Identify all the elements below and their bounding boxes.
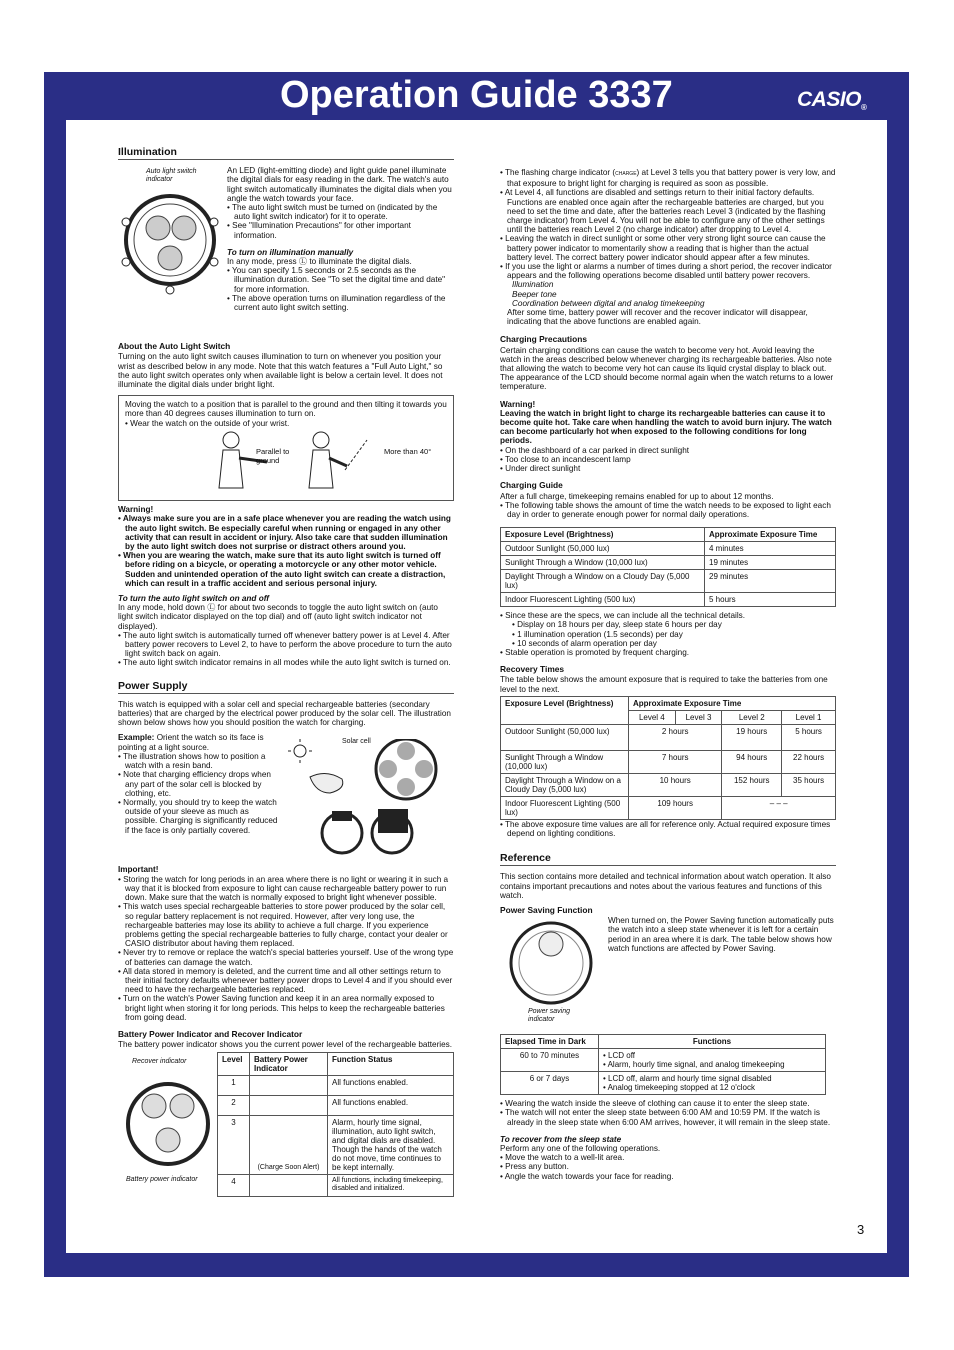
illumination-intro-block — [118, 166, 454, 336]
toggle-heading: To turn the auto light switch on and off — [118, 594, 269, 604]
warning-bullet: • Always make sure you are in a safe place whenever you are reading the watch using the auto light switch. Be especially careful when running or engaged in any other activity that can result in accident or injury. Also take care that sudden illumination by the auto light switch does not surprise or distract others around you. — [118, 514, 454, 551]
cp-bullet: • Under direct sunlight — [500, 464, 836, 473]
auto-light-label: Auto light switch indicator — [146, 168, 197, 184]
warning-heading: Warning! — [118, 505, 154, 515]
illumination-bullet: • The auto light switch must be turned on (indicated by the auto light switch indicator) for it to operate. — [227, 203, 454, 221]
cp-bullet: • Too close to an incandescent lamp — [500, 455, 836, 464]
level-header: Level 1 — [782, 710, 836, 724]
important-bullet: • All data stored in memory is deleted, and the current time and all other settings return to their initial factory defaults whenever battery power drops to Level 4 and if you should ever need to have the rechargeable batteries replaced. — [118, 967, 454, 995]
table-cell: – – – — [722, 796, 836, 819]
status-cell: All functions, including timekeeping, disabled and initialized. — [328, 1175, 454, 1197]
table-cell: Outdoor Sunlight (50,000 lux) — [501, 542, 705, 556]
table-row — [501, 724, 836, 750]
table-row — [501, 796, 836, 819]
battery-watch-icon — [122, 1072, 214, 1172]
recover-sleep-bullet: • Press any button. — [500, 1162, 836, 1171]
table-cell: Sunlight Through a Window (10,000 lux) — [501, 556, 705, 570]
recover-item: Coordination between digital and analog timekeeping — [512, 298, 705, 308]
table-cell — [599, 1072, 826, 1095]
table-row — [218, 1076, 454, 1096]
recover-sleep-bullet: • Move the watch to a well-lit area. — [500, 1153, 836, 1162]
exposure-table — [500, 527, 836, 607]
recovery-note-bullet: • The above exposure time values are all for reference only. Actual required exposure times depend on lighting conditions. — [500, 820, 836, 838]
table-row — [218, 1175, 454, 1197]
recover-sleep-heading: To recover from the sleep state — [500, 1134, 622, 1144]
recover-item: Illumination — [512, 280, 554, 290]
table-header: Level — [218, 1053, 250, 1076]
table-cell: Indoor Fluorescent Lighting (500 lux) — [501, 796, 629, 819]
manual-bullet: • The above operation turns on illumination regardless of the current auto light switch setting. — [227, 294, 454, 312]
right-bullet: • Leaving the watch in direct sunlight or some other very strong light source can cause the battery power indicator to momentarily show a reading that is higher than the actual battery level. The correct battery power indicator should appear after a few minutes. — [500, 234, 836, 262]
charge-indicator-icon: CHARGE — [615, 171, 637, 177]
charge-indicator-bullet — [500, 168, 836, 188]
table-cell: 22 hours — [782, 750, 836, 773]
table-cell: Indoor Fluorescent Lighting (500 lux) — [501, 593, 705, 607]
power-saving-text: When turned on, the Power Saving function automatically puts the watch into a sleep state whenever it is left for a certain period in an area where it is dark. The table below shows how watch functions are affected by Power Saving. — [608, 916, 834, 953]
specs-sub-bullet: • Display on 18 hours per day, sleep state 6 hours per day — [512, 620, 836, 629]
table-header: Elapsed Time in Dark — [501, 1035, 599, 1049]
illumination-bullet: • See "Illumination Precautions" for other important information. — [227, 221, 454, 239]
table-cell: 152 hours — [722, 773, 782, 796]
recover-item: Beeper tone — [512, 289, 557, 299]
cp-warning-text: Leaving the watch in bright light to charge its rechargeable batteries can cause it to become quite hot. Take care when handling the watch to avoid burn injury. The watch can become particularly hot when exposed to the following conditions for long periods. — [500, 408, 832, 446]
table-cell: 7 hours — [629, 750, 722, 773]
more-than-label: More than 40° — [384, 447, 432, 457]
solar-charging-figure — [286, 739, 454, 857]
bpi-text: The battery power indicator shows you the current power level of the rechargeable batteries. — [118, 1040, 453, 1050]
charging-precautions-text: Certain charging conditions can cause the watch to become very hot. Avoid leaving the watch in the areas described below whenever charging its rechargeable batteries. Also note that allowing the watch to become very hot can cause its liquid crystal display to black out. The appearance of the LCD should become normal again when the watch returns to a lower temperature. — [500, 345, 834, 392]
manual-illumination-text: In any mode, press Ⓛ to illuminate the digital dials. — [227, 257, 412, 267]
table-header: Exposure Level (Brightness) — [501, 528, 705, 542]
table-cell: Outdoor Sunlight (50,000 lux) — [501, 724, 629, 750]
table-cell: Daylight Through a Window on a Cloudy Day (5,000 lux) — [501, 570, 705, 593]
solar-cell-label: Solar cell — [342, 738, 371, 746]
page-number: 3 — [857, 1222, 865, 1237]
recover-sleep-text: Perform any one of the following operations. — [500, 1143, 661, 1153]
table-cell: 4 minutes — [705, 542, 836, 556]
table-row — [501, 570, 836, 593]
status-cell: Alarm, hourly time signal, illumination, auto light switch, and digital dials are disabled. Though the hands of the watch do not move, time continues to be kept internally. — [328, 1116, 454, 1175]
table-row — [501, 773, 836, 796]
flash-text-b: ) at Level 3 tells you that battery power is very low, and that exposure to bright light for charging is required as soon as possible. — [507, 168, 836, 189]
table-header: Approximate Exposure Time — [629, 696, 836, 710]
charging-guide-text: After a full charge, timekeeping remains enabled for up to about 12 months. — [500, 491, 774, 501]
reference-text: This section contains more detailed and technical information about watch operation. It also contains important precautions and notes about the various features and functions of this watch. — [500, 872, 831, 900]
table-row — [501, 556, 836, 570]
level-header: Level 3 — [675, 710, 722, 724]
casio-logo — [797, 88, 866, 112]
important-bullet: • Turn on the watch's Power Saving function and keep it in an area normally exposed to bright light when storing it for long periods. This helps to keep the rechargeable batteries from going dead. — [118, 994, 454, 1022]
sleep-func: • LCD off — [603, 1051, 821, 1060]
illumination-text-block — [227, 166, 454, 312]
tilt-instruction-box — [118, 395, 454, 501]
charge-soon-note: (Charge Soon Alert) — [250, 1116, 328, 1175]
level-table-wrap — [217, 1052, 454, 1197]
table-cell: 29 minutes — [705, 570, 836, 593]
charging-guide-bullet: • The following table shows the amount of time the watch needs to be exposed to light each day in order to generate enough power for normal daily operations. — [500, 501, 836, 519]
sleep-func: • Analog timekeeping stopped at 12 o'clock — [603, 1083, 821, 1092]
battery-level-1-icon — [250, 1076, 328, 1096]
table-header: Exposure Level (Brightness) — [501, 696, 629, 724]
table-row — [501, 750, 836, 773]
charging-guide-heading: Charging Guide — [500, 480, 563, 491]
level-cell: 2 — [218, 1096, 250, 1116]
right-bullet: • At Level 4, all functions are disabled and settings return to their initial factory defaults. Functions are enabled once again after the rechargeable batteries are charged, but you need to set the time and date, after the batteries reach Level 3 (indicated by the flashing charge indicator) from Level 4. You will not be able to configure any of the other settings until the batteries reach Level 2 (no charge indicator) after dropping to Level 4. — [500, 188, 836, 234]
table-cell: 10 hours — [629, 773, 722, 796]
recovery-times-text: The table below shows the amount exposure that is required to take the batteries from one level to the next. — [500, 675, 828, 694]
flash-text-a: The flashing charge indicator ( — [505, 168, 616, 177]
table-header: Approximate Exposure Time — [705, 528, 836, 542]
table-row — [501, 1072, 826, 1095]
battery-level-4-icon — [250, 1175, 328, 1197]
example-label: Example: — [118, 733, 155, 743]
power-saving-watch-icon — [508, 920, 594, 1006]
table-cell: 35 hours — [782, 773, 836, 796]
power-saving-indicator-label: Power saving indicator — [528, 1008, 571, 1024]
power-supply-heading: Power Supply — [118, 682, 454, 694]
box-bullet: • Wear the watch on the outside of your wrist. — [125, 419, 447, 428]
sleep-func: • Alarm, hourly time signal, and analog timekeeping — [603, 1060, 821, 1069]
power-bullet: • Note that charging efficiency drops when any part of the solar cell is blocked by clothing, etc. — [118, 770, 278, 798]
table-row — [501, 1049, 826, 1072]
status-cell: All functions enabled. — [328, 1076, 454, 1096]
auto-light-heading: About the Auto Light Switch — [118, 341, 231, 352]
bpi-heading: Battery Power Indicator and Recover Indicator — [118, 1028, 303, 1039]
battery-indicator-label: Battery power indicator — [126, 1176, 198, 1184]
cp-warning-heading: Warning! — [500, 399, 536, 409]
charging-precautions-heading: Charging Precautions — [500, 334, 588, 345]
table-cell: 19 minutes — [705, 556, 836, 570]
power-bullet: • The illustration shows how to position a watch with a resin band. — [118, 752, 278, 770]
sleep-table — [500, 1034, 826, 1095]
table-cell: 94 hours — [722, 750, 782, 773]
right-bullet: • If you use the light or alarms a number of times during a short period, the recover indicator appears and the following operations become disabled until battery power recovers. — [500, 262, 836, 280]
recovery-table — [500, 696, 836, 820]
sleep-bullet: • The watch will not enter the sleep state between 6:00 AM and 10:59 PM. If the watch is already in the sleep state when 6:00 AM arrives, however, it will remain in the sleep state. — [500, 1108, 836, 1126]
recover-indicator-label: Recover indicator — [132, 1058, 187, 1066]
level-header: Level 2 — [722, 710, 782, 724]
level-cell: 3 — [218, 1116, 250, 1175]
table-cell: Sunlight Through a Window (10,000 lux) — [501, 750, 629, 773]
table-row — [218, 1096, 454, 1116]
power-saving-block — [500, 916, 836, 1032]
specs-sub-bullet: • 10 seconds of alarm operation per day — [512, 639, 836, 648]
battery-level-2-icon — [250, 1096, 328, 1116]
recover-sleep-bullet: • Angle the watch towards your face for reading. — [500, 1172, 836, 1181]
status-cell: All functions enabled. — [328, 1096, 454, 1116]
page-title: Operation Guide 3337 — [280, 74, 673, 116]
table-row — [501, 542, 836, 556]
battery-indicator-block — [118, 1052, 454, 1192]
table-cell: 6 or 7 days — [501, 1072, 599, 1095]
specs-sub-bullet: • 1 illumination operation (1.5 seconds) per day — [512, 630, 836, 639]
example-text: Orient the watch so its face is pointing at a light source. — [118, 733, 264, 752]
registered-mark: ® — [861, 103, 867, 112]
sleep-bullet: • Wearing the watch inside the sleeve of clothing can cause it to enter the sleep state. — [500, 1099, 836, 1108]
battery-level-table — [217, 1052, 454, 1197]
parallel-label: Parallel to ground — [256, 447, 290, 465]
manual-illumination-heading: To turn on illumination manually — [227, 247, 354, 257]
important-bullet: • Storing the watch for long periods in an area where there is no light or wearing it in such a way that it is blocked from exposure to light can cause rechargeable battery power to run down. Make sure that the watch is normally exposed to bright light whenever possible. — [118, 875, 454, 903]
table-cell: 2 hours — [629, 724, 722, 750]
table-cell: Daylight Through a Window on a Cloudy Day (5,000 lux) — [501, 773, 629, 796]
right-column — [500, 168, 836, 1181]
toggle-bullet: • The auto light switch is automatically turned off whenever battery power is at Level 4. After battery power recovers to Level 2, to have to perform the above procedure to turn the auto light switch back on again. — [118, 631, 454, 659]
brand-text: CASIO — [797, 88, 862, 111]
table-header: Function Status — [328, 1053, 454, 1076]
reference-heading: Reference — [500, 854, 836, 866]
manual-bullet: • You can specify 1.5 seconds or 2.5 seconds as the illumination duration. See "To set the digital time and date" for more information. — [227, 266, 454, 294]
table-row — [501, 593, 836, 607]
important-bullet: • This watch uses special rechargeable batteries to store power produced by the solar cell, so regular battery replacement is not required. However, after very long use, the rechargeable batteries may lose its ability to achieve a full charge. If you experience problems getting the special rechargeable batteries to fully charge, contact your dealer or CASIO distributor about having them replaced. — [118, 902, 454, 948]
power-bullet: • Normally, you should try to keep the watch outside of your sleeve as much as possible. Charging is significantly reduced if the face is only partially covered. — [118, 798, 278, 835]
specs-bullet: • Since these are the specs, we can include all the technical details. — [500, 611, 836, 620]
box-text: Moving the watch to a position that is parallel to the ground and then tilting it towards you more than 40 degrees causes illumination to turn on. — [125, 400, 447, 419]
sleep-func: • LCD off, alarm and hourly time signal disabled — [603, 1074, 821, 1083]
left-column — [118, 148, 454, 1192]
auto-light-text: Turning on the auto light switch causes illumination to turn on whenever you position your wrist as described below in any mode. Note that this watch features a "Full Auto Light," so the auto light switch operates only when available light is below a certain level. It does not illuminate the digital dials under bright light. — [118, 352, 443, 390]
level-header: Level 4 — [629, 710, 676, 724]
table-cell: 19 hours — [722, 724, 782, 750]
table-header: Battery Power Indicator — [250, 1053, 328, 1076]
illumination-intro: An LED (light-emitting diode) and light guide panel illuminate the digital dials for easy reading in the dark. The watch's auto light switch automatically illuminates the digital dials when you angle the watch towards your face. — [227, 166, 452, 203]
power-example-text — [118, 733, 278, 834]
toggle-text: In any mode, hold down Ⓛ for about two seconds to toggle the auto light switch on (auto light switch indicator displayed on the top dial) and off (auto light switch indicator not displayed). — [118, 603, 438, 631]
power-saving-heading: Power Saving Function — [500, 904, 593, 915]
important-heading: Important! — [118, 865, 159, 875]
recover-after: After some time, battery power will recover and the recover indicator will disappear, indicating that the above functions are enabled again. — [507, 308, 808, 327]
power-example-block — [118, 733, 454, 863]
table-row — [218, 1116, 454, 1175]
power-intro: This watch is equipped with a solar cell and special rechargeable batteries (secondary batteries) that are charged by the electrical power produced by the solar cell. The illustration shown below shows how you should position the watch for charging. — [118, 699, 451, 728]
important-bullet: • Never try to remove or replace the watch's special batteries yourself. Use of the wrong type of batteries can damage the watch. — [118, 948, 454, 966]
watch-illumination-icon — [118, 184, 222, 296]
table-cell: 109 hours — [629, 796, 722, 819]
cp-bullet: • On the dashboard of a car parked in direct sunlight — [500, 446, 836, 455]
table-cell: 5 hours — [705, 593, 836, 607]
level-cell: 1 — [218, 1076, 250, 1096]
table-cell — [599, 1049, 826, 1072]
stable-bullet: • Stable operation is promoted by frequent charging. — [500, 648, 836, 657]
toggle-bullet: • The auto light switch indicator remains in all modes while the auto light switch is turned on. — [118, 658, 454, 667]
illumination-heading: Illumination — [118, 148, 454, 160]
table-header: Functions — [599, 1035, 826, 1049]
table-cell: 60 to 70 minutes — [501, 1049, 599, 1072]
warning-bullet: • When you are wearing the watch, make sure that its auto light switch is turned off before riding on a bicycle, or operating a motorcycle or any other motor vehicle. Sudden and unintended operation of the auto light switch can create a distraction, which can result in a traffic accident and serious personal injury. — [118, 551, 454, 588]
level-cell: 4 — [218, 1175, 250, 1197]
recovery-times-heading: Recovery Times — [500, 664, 565, 675]
table-cell: 5 hours — [782, 724, 836, 750]
